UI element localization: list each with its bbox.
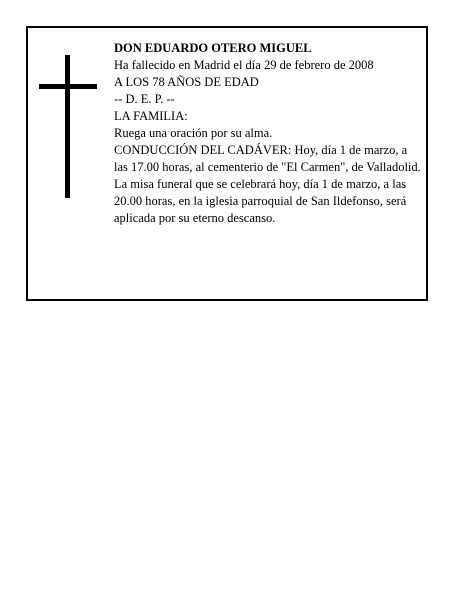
cross-vertical-bar bbox=[65, 55, 70, 198]
family-heading: LA FAMILIA: bbox=[114, 109, 188, 123]
deceased-name: DON EDUARDO OTERO MIGUEL bbox=[114, 41, 312, 55]
rip-line: -- D. E. P. -- bbox=[114, 92, 175, 106]
obituary-text bbox=[114, 40, 422, 227]
age-line: A LOS 78 AÑOS DE EDAD bbox=[114, 75, 259, 89]
mass-info: La misa funeral que se celebrará hoy, día 1 de marzo, a las 20.00 horas, en la iglesia parroquial de San Ildefonso, será aplicada por su eterno descanso. bbox=[114, 177, 407, 225]
obituary-notice bbox=[26, 26, 428, 301]
prayer-request: Ruega una oración por su alma. bbox=[114, 126, 273, 140]
death-line: Ha fallecido en Madrid el día 29 de febrero de 2008 bbox=[114, 58, 374, 72]
cross-horizontal-bar bbox=[39, 84, 97, 89]
burial-info: CONDUCCIÓN DEL CADÁVER: Hoy, día 1 de marzo, a las 17.00 horas, al cementerio de "El Carmen", de Valladolid. bbox=[114, 143, 421, 174]
